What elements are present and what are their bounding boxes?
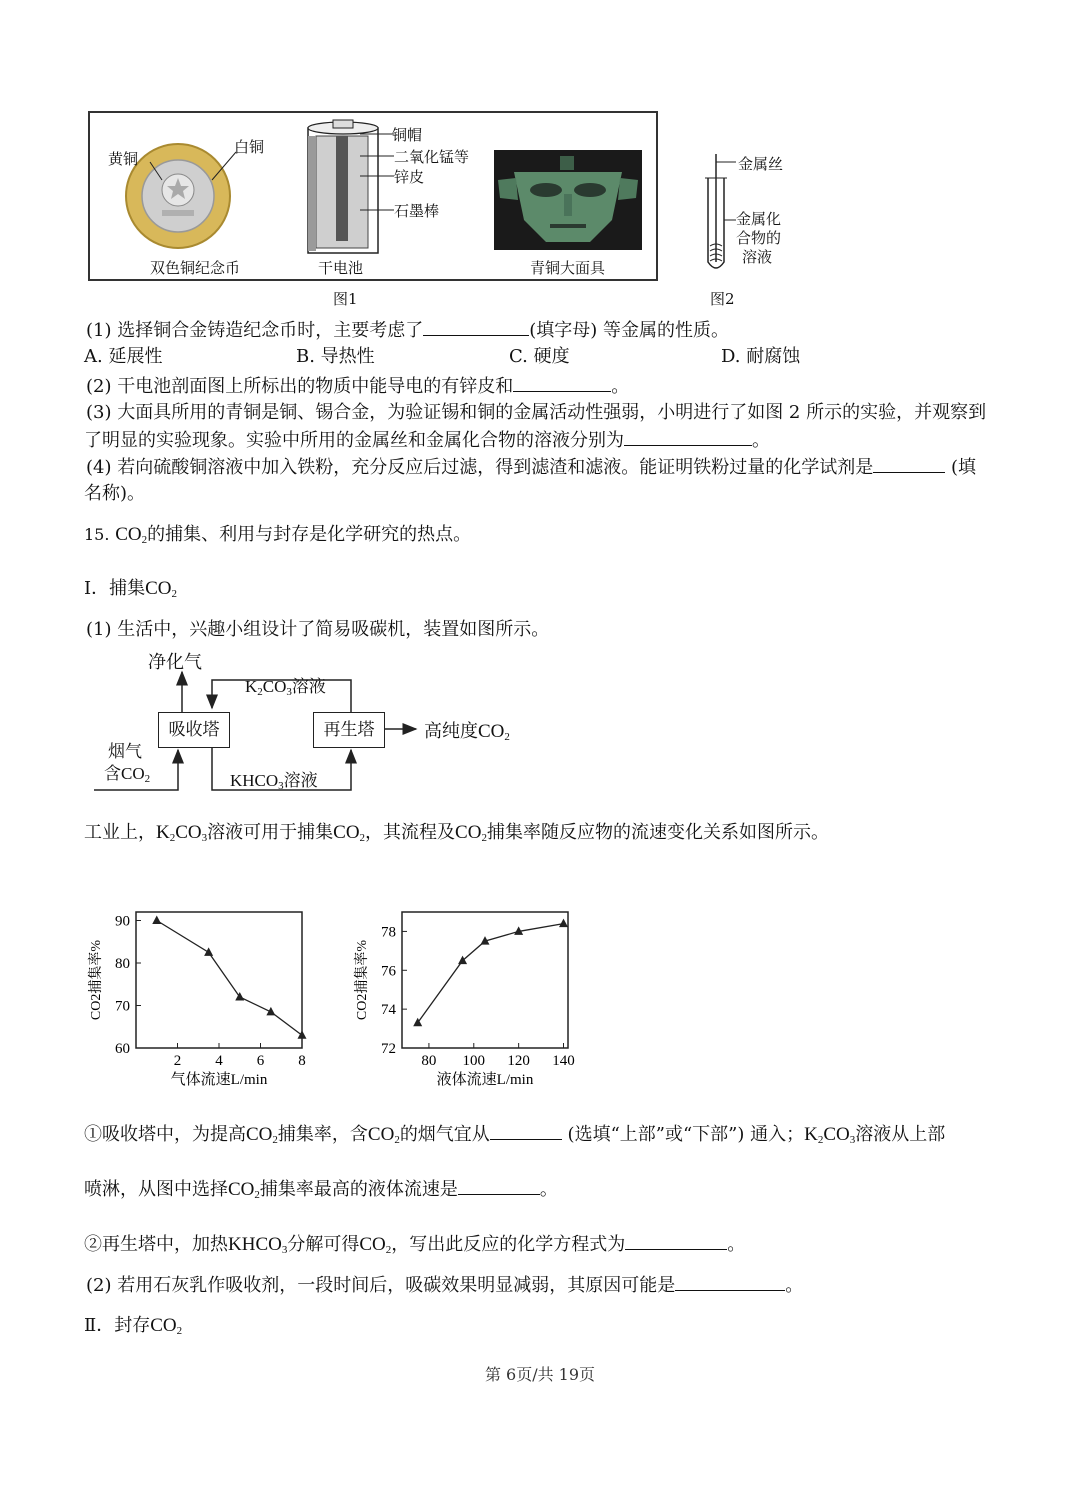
flow-k2co3-label: $K_2CO_3$溶液 [245, 677, 326, 698]
battery-caption: 干电池 [318, 259, 364, 277]
x-tick-label: 8 [298, 1053, 306, 1069]
mask-caption: 青铜大面具 [530, 259, 606, 277]
q15-intro: 15. $CO_2$的捕集、利用与封存是化学研究的热点。 [84, 524, 472, 546]
chart-frame [402, 912, 568, 1048]
x-tick-label: 2 [173, 1053, 182, 1069]
q14-part1: (1) 选择铜合金铸造纪念币时，主要考虑了 (填字母) 等金属的性质。 [86, 317, 729, 344]
q14-option-b: B. 导热性 [296, 346, 375, 367]
q15-c1-line1: ①吸收塔中，为提高$CO_2$捕集率，含$CO_2$的烟气宜从 (选填“上部”或“下部”) 通入；$K_2CO_3$溶液从上部 [84, 1121, 945, 1153]
absorber-tower-box: 吸收塔 [158, 712, 230, 748]
coin-leader-lines [140, 140, 260, 200]
flow-high-purity-co2: 高纯度$CO_2$ [424, 721, 510, 743]
series-line [157, 921, 302, 1036]
page-footer: 第 6页/共 19页 [484, 1365, 596, 1384]
q14-option-a: A. 延展性 [84, 346, 163, 367]
battery-label-mno2: 二氧化锰等 [394, 148, 470, 166]
y-tick-label: 78 [381, 924, 396, 941]
y-axis-label: CO2捕集率% [355, 939, 370, 1021]
y-tick-label: 76 [381, 963, 396, 980]
coin-label-brass: 黄铜 [108, 150, 139, 168]
y-tick-label: 60 [115, 1041, 130, 1057]
y-tick-label: 74 [381, 1002, 396, 1019]
q14-option-c: C. 硬度 [509, 346, 570, 367]
x-axis-label: 液体流速L/min [436, 1072, 534, 1088]
q15-section-2-heading: Ⅱ．封存$CO_2$ [84, 1315, 183, 1337]
fig2-label-solution-3: 溶液 [742, 248, 773, 266]
x-axis-label: 气体流速L/min [170, 1072, 268, 1088]
fig2-label-wire: 金属丝 [738, 155, 784, 173]
data-point [152, 916, 161, 925]
q15-c1-line2: 喷淋，从图中选择$CO_2$捕集率最高的液体流速是 。 [84, 1176, 558, 1208]
figure-2-caption: 图2 [710, 290, 735, 308]
q15-sub2: (2) 若用石灰乳作吸收剂，一段时间后，吸碳效果明显减弱，其原因可能是 。 [86, 1272, 803, 1299]
y-tick-label: 90 [115, 913, 130, 930]
fig2-label-solution-2: 合物的 [736, 229, 782, 247]
x-tick-label: 120 [507, 1053, 530, 1069]
data-point [559, 919, 568, 928]
flow-purified-gas: 净化气 [148, 652, 202, 673]
x-tick-label: 4 [215, 1053, 223, 1069]
q15-sub1: (1) 生活中，兴趣小组设计了简易吸碳机，装置如图所示。 [86, 619, 550, 640]
flow-khco3-label: $KHCO_3$溶液 [230, 771, 318, 792]
y-tick-label: 70 [115, 998, 130, 1015]
y-axis-label: CO2捕集率% [89, 939, 104, 1021]
fig2-label-solution-1: 金属化 [736, 210, 782, 228]
q14-part2: (2) 干电池剖面图上所标出的物质中能导电的有锌皮和 。 [86, 373, 629, 400]
q15-industry-text: 工业上，$K_2CO_3$溶液可用于捕集$CO_2$，其流程及$CO_2$捕集率随反应物的流速变化关系如图所示。 [84, 822, 829, 844]
battery-label-cap: 铜帽 [392, 126, 423, 144]
data-point [266, 1007, 275, 1016]
data-point [458, 956, 467, 965]
bronze-mask-image [494, 150, 642, 250]
y-tick-label: 80 [115, 956, 130, 972]
battery-leader-lines [360, 128, 400, 218]
coin-caption: 双色铜纪念币 [150, 259, 241, 277]
q14-part3-line1: (3) 大面具所用的青铜是铜、锡合金，为验证锡和铜的金属活动性强弱，小明进行了如图 2 所示的实验，并观察到 [86, 402, 987, 423]
x-tick-label: 6 [256, 1053, 265, 1069]
q14-part3-line2: 了明显的实验现象。实验中所用的金属丝和金属化合物的溶液分别为 。 [84, 427, 770, 454]
flow-flue-gas-2: 含$CO_2$ [104, 764, 151, 785]
q14-part4-line2: 名称)。 [84, 483, 146, 504]
chart-frame [136, 912, 302, 1048]
data-point [298, 1030, 307, 1039]
chart-gas-flow [84, 900, 324, 1095]
test-tube-diagram [700, 150, 740, 275]
battery-label-zinc: 锌皮 [394, 168, 425, 186]
data-point [204, 947, 213, 956]
y-tick-label: 72 [381, 1041, 396, 1057]
chart-liquid-flow [350, 900, 590, 1095]
flow-flue-gas-1: 烟气 [108, 742, 142, 762]
q15-section-1-heading: Ⅰ．捕集$CO_2$ [84, 578, 178, 600]
figure-1-caption: 图1 [333, 290, 358, 308]
x-tick-label: 100 [462, 1053, 486, 1069]
q15-c2: ②再生塔中，加热$KHCO_3$分解可得$CO_2$，写出此反应的化学方程式为 。 [84, 1231, 745, 1263]
x-tick-label: 140 [552, 1053, 575, 1069]
battery-label-graphite: 石墨棒 [394, 202, 440, 220]
series-line [418, 924, 564, 1023]
regenerator-tower-box: 再生塔 [313, 712, 385, 748]
x-tick-label: 80 [421, 1053, 437, 1069]
coin-label-white: 白铜 [234, 138, 265, 156]
q14-part4-line1: (4) 若向硫酸铜溶液中加入铁粉，充分反应后过滤，得到滤渣和滤液。能证明铁粉过量的化学试剂是 (填 [86, 454, 976, 481]
q14-option-d: D. 耐腐蚀 [721, 346, 801, 367]
